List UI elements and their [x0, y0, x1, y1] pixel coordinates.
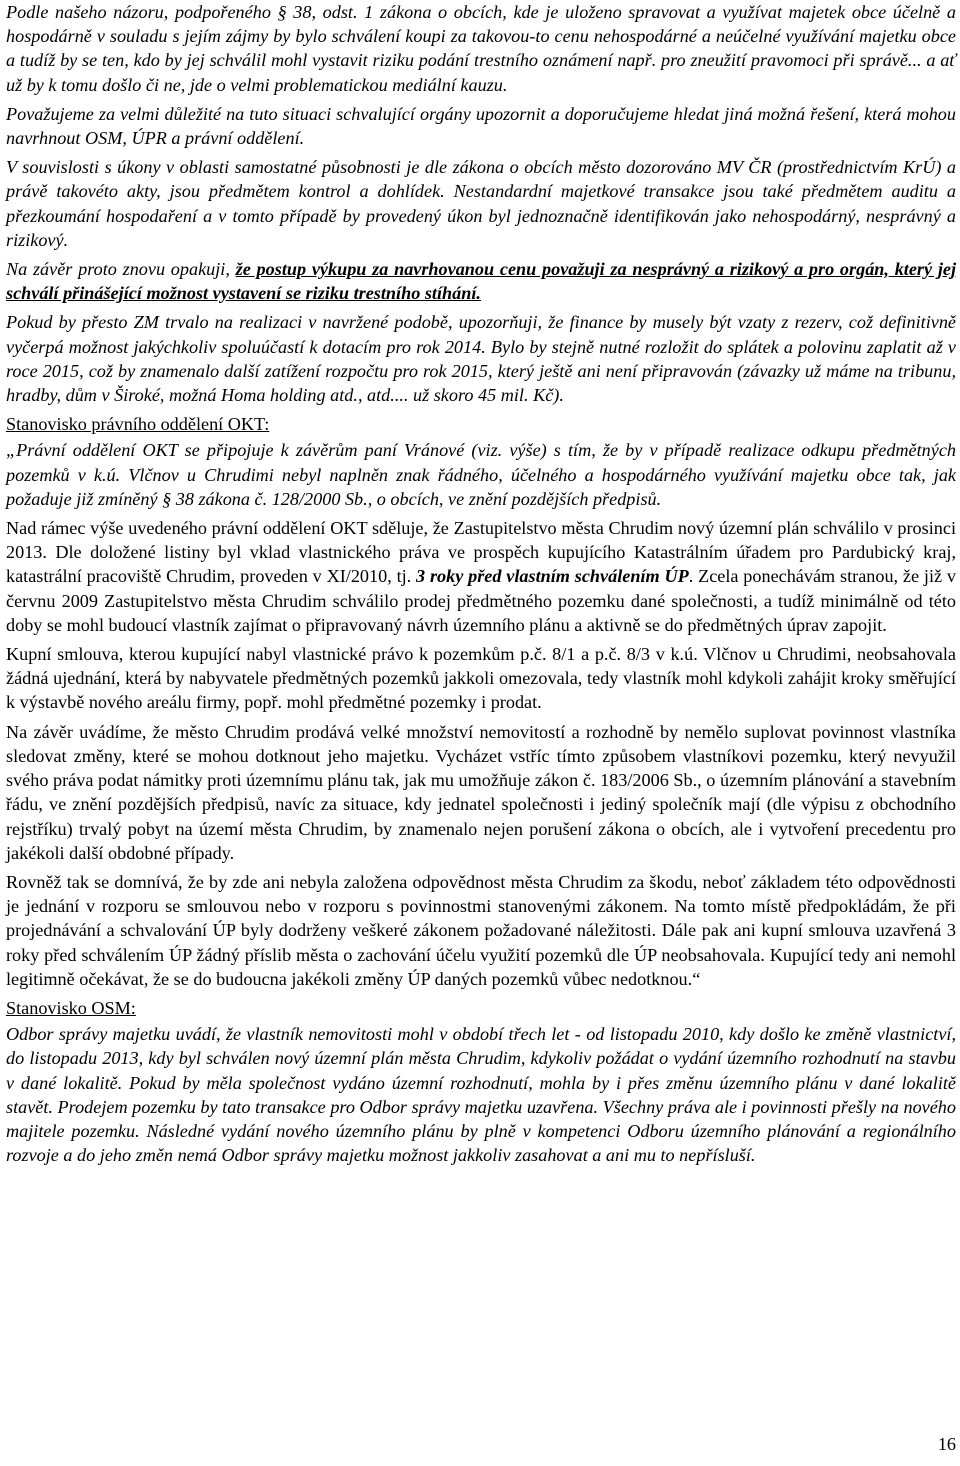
paragraph-liability: Rovněž tak se domnívá, že by zde ani nebyla založena odpovědnost města Chrudim za škodu, neboť základem této odpovědnosti je jednání v rozporu se smlouvou nebo v rozporu s povinnostmi stanovenými zákonem. Na tomto místě předpokládám, že při projednávání a schvalování ÚP byly dodrženy veškeré zákonem požadované náležitosti. Dále pak ani kupní smlouva uzavřená 3 roky před schválením ÚP žádný příslib města o zachování účelu využití pozemků dle ÚP neobsahovala. Kupující tedy ani nemohl legitimně očekávat, že se do budoucna jakékoli změny ÚP daných pozemků vůbec nedotknou.“ [6, 871, 956, 989]
paragraph-legal-opinion: Podle našeho názoru, podpořeného § 38, odst. 1 zákona o obcích, kde je uloženo spravovat a využívat majetek obce účelně a hospodárně v souladu s jejím zájmy by bylo schválení koupi za takovou-to cenu nehospodárné a neúčelné využívání majetku obce a tudíž by se ten, kdo by jej schválil mohl vystavit riziku podání trestního oznámení např. pro zneužití pravomoci při správě... a ať už by k tomu došlo či ne, jde o velmi problematickou mediální kauzu. [6, 2, 956, 95]
okt-plan-bold: 3 roky před vlastním schválením ÚP [416, 566, 689, 587]
conclusion-lead: Na závěr proto znovu opakuji, [6, 259, 236, 280]
page-number: 16 [937, 1434, 956, 1454]
paragraph-osm: Odbor správy majetku uvádí, že vlastník nemovitosti mohl v období třech let - od listopadu 2010, kdy došlo ke změně vlastnictví, do listopadu 2013, kdy byl schválen nový územní plán města Chrudim, kdykoliv požádat o vydání územního rozhodnutí na stavbu v dané lokalitě. Pokud by měla společnost vydáno územní rozhodnutí, mohla by i přes změnu územního plánu v dané lokalitě stavět. Prodejem pozemku by tato transakce pro Odbor správy majetku uzavřena. Všechny práva ale i povinnosti přešly na nového majitele pozemku. Následné vydání nového územního plánu by plně v kompetenci Odboru územního plánování a regionálního rozvoje a do jeho změn nemá Odbor správy majetku možnost jakkoliv zasahovat a ani mu to nepřísluší. [6, 1024, 956, 1166]
paragraph-recommendation: Považujeme za velmi důležité na tuto situaci schvalující orgány upozornit a doporučujeme hledat jiná možná řešení, která mohou navrhnout OSM, ÚPR a právní oddělení. [6, 103, 956, 149]
paragraph-finance: Pokud by přesto ZM trvalo na realizaci v navržené podobě, upozorňuji, že finance by musely být vzaty z rezerv, což definitivně vyčerpá možnost jakýchkoliv spoluúčastí k dotacím pro rok 2014. Bylo by stejně nutné rozložit do splátek a polovinu zaplatit až v roce 2015, což by znamenalo další zatížení rozpočtu pro rok 2015, který ještě ani není připravován (závazky už máme na tribunu, hradby, dům v Široké, možná Homa holding atd., atd.... už skoro 45 mil. Kč). [6, 312, 956, 406]
okt-plan-text-b: . Zcela ponechávám stranou, že již v červnu 2009 Zastupitelstvo města Chrudim schválilo prodej předmětného pozemku dané společnosti, a tudíž minimálně od této doby se mohl budoucí vlastník zajímat o připravovaný návrh územního plánu a aktivně se do předmětných úprav zapojit. [6, 566, 956, 635]
okt-plan-text-a: Nad rámec výše uvedeného právní oddělení OKT sděluje, že Zastupitelstvo města Chrudim nový územní plán schválilo v prosinci 2013. Dle doložené listiny byl vklad vlastnického práva ve prospěch kupujícího Katastrálním úřadem pro Pardubický kraj, katastrální pracoviště Chrudim, proveden v XI/2010, tj. [6, 518, 956, 587]
heading-okt-opinion: Stanovisko právního oddělení OKT: [6, 414, 270, 435]
paragraph-supervision: V souvislosti s úkony v oblasti samostatné působnosti je dle zákona o obcích město dozorováno MV ČR (prostřednictvím KrÚ) a právě takovéto akty, jsou předmětem kontrol a dohlídek. Nestandardní majetkové transakce jsou také předmětem auditu a přezkoumání hospodaření a v tomto případě by provedený úkon byl jednoznačně identifikován jako nehospodárný, nesprávný a rizikový. [6, 157, 956, 250]
paragraph-purchase-contract: Kupní smlouva, kterou kupující nabyl vlastnické právo k pozemkům p.č. 8/1 a p.č. 8/3 v k.ú. Vlčnov u Chrudimi, neobsahovala žádná ujednání, která by nabyvatele předmětných pozemků jakkoli omezovala, tedy vlastník mohl kdykoli zahájit kroky směřující k výstavbě nového areálu firmy, popř. mohl předmětné pozemky i prodat. [6, 644, 956, 713]
paragraph-okt-quote: „Právní oddělení OKT se připojuje k závěrům paní Vránové (viz. výše) s tím, že by v případě realizace odkupu předmětných pozemků v k.ú. Vlčnov u Chrudimi nebyl naplněn znak řádného, účelného a hospodárného využívání majetku obce tak, jak požaduje již zmíněný § 38 zákona č. 128/2000 Sb., o obcích, ve znění pozdějších předpisů. [6, 440, 956, 509]
paragraph-okt-conclusion: Na závěr uvádíme, že město Chrudim prodává velké množství nemovitostí a rozhodně by nemělo suplovat povinnost vlastníka sledovat změny, které se mohou dotknout jeho majetku. Vycházet vstříc tímto způsobem vlastníkovi pozemku, který nevyužil svého práva podat námitky proti územnímu plánu tak, jak mu umožňuje zákon č. 183/2006 Sb., o územním plánování a stavebním řádu, ve znění pozdějších předpisů, navíc za situace, kdy jednatel společnosti i jediný společník mají (dle výpisu z obchodního rejstříku) trvalý pobyt na území města Chrudim, by znamenalo nejen porušení zákona o obcích, ale i vytvoření precedentu pro jakékoli další obdobné případy. [6, 721, 956, 863]
conclusion-emphasis: že postup výkupu za navrhovanou cenu považuji za nesprávný a rizikový a pro orgán, který jej schválí přinášející možnost vystavení se riziku trestního stíhání. [6, 259, 957, 304]
paragraph-okt-plan [6, 516, 956, 637]
document-page [6, 0, 956, 1172]
paragraph-conclusion [6, 257, 956, 305]
heading-osm-opinion: Stanovisko OSM: [6, 997, 136, 1018]
